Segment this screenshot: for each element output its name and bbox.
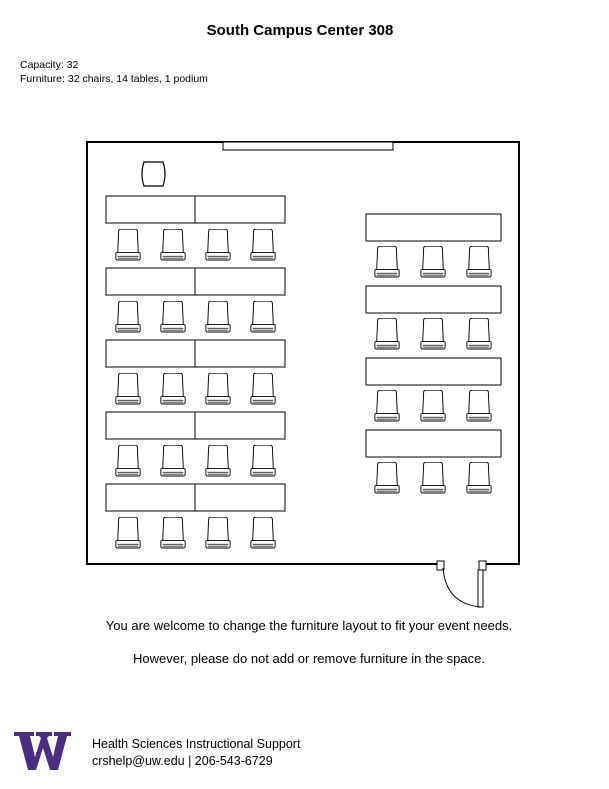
podium <box>142 162 165 186</box>
chair <box>375 462 399 493</box>
table <box>195 196 285 223</box>
table <box>195 340 285 367</box>
chair <box>161 517 185 548</box>
chair <box>375 390 399 421</box>
door <box>437 561 486 607</box>
chair <box>116 301 140 332</box>
table <box>106 412 195 439</box>
chair <box>421 246 445 277</box>
table <box>366 430 501 457</box>
chair <box>467 390 491 421</box>
chair <box>116 229 140 260</box>
chair <box>116 445 140 476</box>
capacity-text: Capacity: 32 <box>20 59 79 71</box>
chair <box>206 373 230 404</box>
chair <box>206 445 230 476</box>
furniture-note: However, please do not add or remove furniture in the space. <box>133 651 485 666</box>
chair <box>375 318 399 349</box>
table <box>195 412 285 439</box>
table <box>106 484 195 511</box>
chair <box>161 229 185 260</box>
layout-note: You are welcome to change the furniture layout to fit your event needs. <box>105 618 513 633</box>
table <box>195 268 285 295</box>
window <box>223 142 393 150</box>
chair <box>467 318 491 349</box>
chair <box>161 301 185 332</box>
page-title: South Campus Center 308 <box>206 22 394 39</box>
chair <box>206 229 230 260</box>
chair <box>251 517 275 548</box>
chair <box>421 318 445 349</box>
table <box>366 286 501 313</box>
table <box>106 196 195 223</box>
chair <box>251 373 275 404</box>
chair <box>161 445 185 476</box>
chair <box>251 229 275 260</box>
uw-w-logo-icon <box>14 732 71 770</box>
chair <box>116 517 140 548</box>
table <box>366 358 501 385</box>
table <box>195 484 285 511</box>
furniture-text: Furniture: 32 chairs, 14 tables, 1 podium <box>20 73 208 85</box>
chair <box>375 246 399 277</box>
chair <box>206 301 230 332</box>
footer <box>92 736 300 770</box>
chair <box>161 373 185 404</box>
chair <box>251 301 275 332</box>
table <box>366 214 501 241</box>
org-name: Health Sciences Instructional Support <box>92 737 301 751</box>
chair <box>467 462 491 493</box>
chair <box>251 445 275 476</box>
chair <box>467 246 491 277</box>
table <box>106 340 195 367</box>
table <box>106 268 195 295</box>
chair <box>421 462 445 493</box>
chair <box>206 517 230 548</box>
chair <box>116 373 140 404</box>
chair <box>421 390 445 421</box>
contact-info: crshelp@uw.edu | 206-543-6729 <box>92 754 273 768</box>
